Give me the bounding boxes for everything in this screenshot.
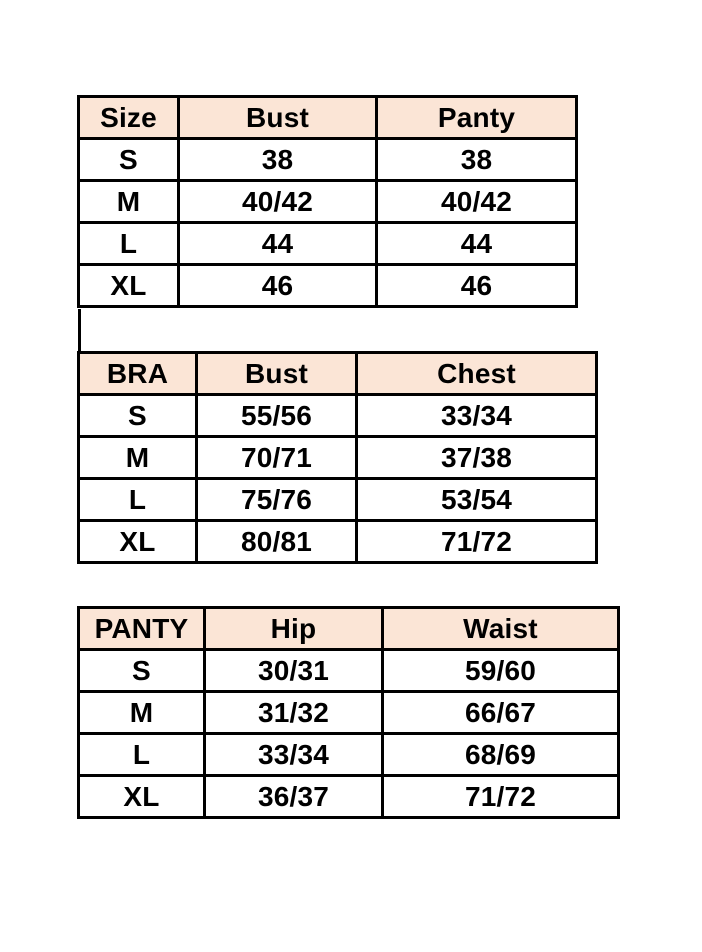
table-row	[79, 181, 577, 223]
header-cell-bra: BRA	[79, 353, 197, 395]
value-cell: 68/69	[383, 734, 619, 776]
table-row	[79, 692, 619, 734]
table-row	[79, 395, 597, 437]
value-cell: 37/38	[357, 437, 597, 479]
table-row	[79, 734, 619, 776]
header-cell-bust: Bust	[197, 353, 357, 395]
header-cell-size: Size	[79, 97, 179, 139]
value-cell: 59/60	[383, 650, 619, 692]
value-cell: 71/72	[357, 521, 597, 563]
value-cell: 44	[377, 223, 577, 265]
value-cell: 53/54	[357, 479, 597, 521]
bra-chart-table	[77, 351, 598, 564]
table-header-row	[79, 353, 597, 395]
table-row	[79, 139, 577, 181]
value-cell: 71/72	[383, 776, 619, 818]
header-cell-panty: PANTY	[79, 608, 205, 650]
value-cell: 80/81	[197, 521, 357, 563]
size-label-cell: L	[79, 479, 197, 521]
value-cell: 30/31	[205, 650, 383, 692]
value-cell: 40/42	[179, 181, 377, 223]
size-label-cell: L	[79, 223, 179, 265]
value-cell: 55/56	[197, 395, 357, 437]
value-cell: 44	[179, 223, 377, 265]
table-header-row	[79, 608, 619, 650]
table-row	[79, 223, 577, 265]
value-cell: 36/37	[205, 776, 383, 818]
value-cell: 33/34	[357, 395, 597, 437]
table-row	[79, 776, 619, 818]
table-row	[79, 521, 597, 563]
value-cell: 66/67	[383, 692, 619, 734]
size-chart-table	[77, 95, 578, 308]
size-label-cell: S	[79, 395, 197, 437]
stray-border-segment	[78, 309, 81, 354]
size-label-cell: XL	[79, 776, 205, 818]
table-row	[79, 437, 597, 479]
value-cell: 38	[377, 139, 577, 181]
table-row	[79, 265, 577, 307]
value-cell: 31/32	[205, 692, 383, 734]
size-label-cell: L	[79, 734, 205, 776]
header-cell-waist: Waist	[383, 608, 619, 650]
size-label-cell: S	[79, 139, 179, 181]
table-row	[79, 479, 597, 521]
panty-chart-table	[77, 606, 620, 819]
table-header-row	[79, 97, 577, 139]
value-cell: 38	[179, 139, 377, 181]
size-label-cell: M	[79, 692, 205, 734]
value-cell: 75/76	[197, 479, 357, 521]
table-row	[79, 650, 619, 692]
size-label-cell: S	[79, 650, 205, 692]
header-cell-chest: Chest	[357, 353, 597, 395]
value-cell: 40/42	[377, 181, 577, 223]
value-cell: 33/34	[205, 734, 383, 776]
value-cell: 46	[377, 265, 577, 307]
header-cell-panty: Panty	[377, 97, 577, 139]
header-cell-bust: Bust	[179, 97, 377, 139]
size-label-cell: M	[79, 181, 179, 223]
value-cell: 70/71	[197, 437, 357, 479]
size-label-cell: XL	[79, 265, 179, 307]
size-label-cell: M	[79, 437, 197, 479]
header-cell-hip: Hip	[205, 608, 383, 650]
value-cell: 46	[179, 265, 377, 307]
size-label-cell: XL	[79, 521, 197, 563]
